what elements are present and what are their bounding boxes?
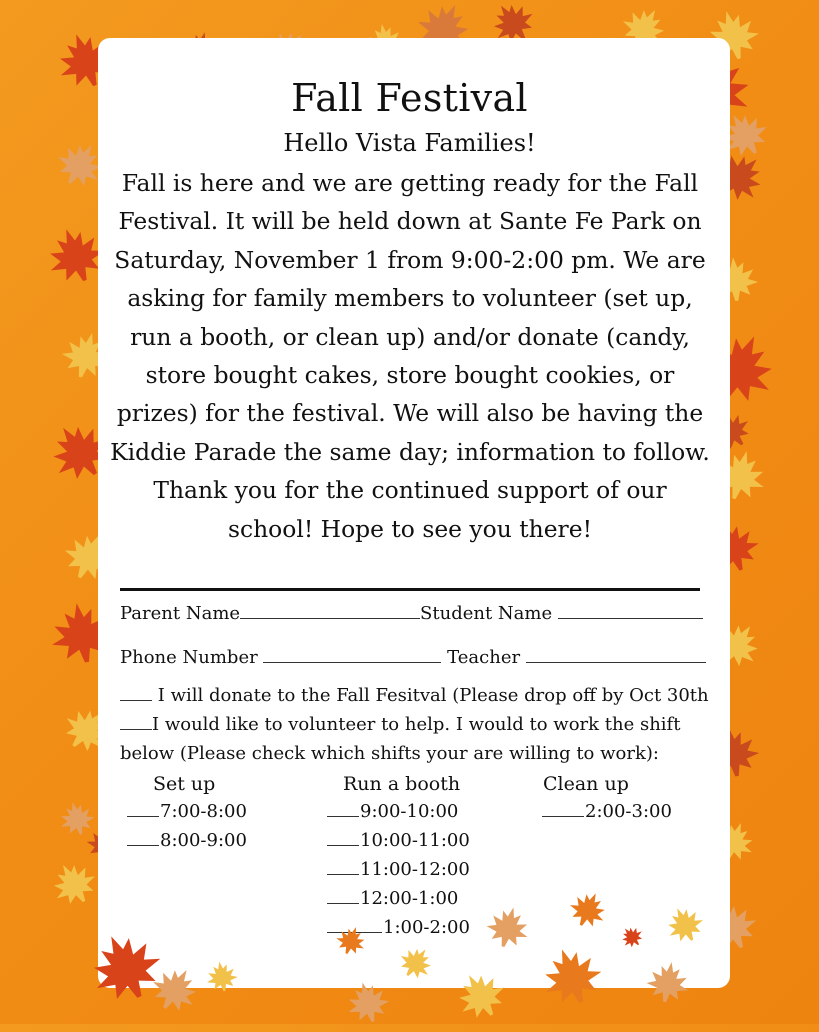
shift-checkbox-line[interactable] (327, 829, 359, 846)
shift-checkbox-line[interactable] (327, 887, 359, 904)
shift-option[interactable] (327, 887, 458, 911)
shift-option[interactable] (327, 858, 470, 882)
parent-name-field[interactable] (240, 602, 420, 619)
phone-number-label: Phone Number (120, 647, 258, 668)
volunteer-instructions: below (Please check which shifts your are willing to work): (120, 743, 659, 764)
setup-heading: Set up (153, 773, 216, 795)
booth-heading: Run a booth (343, 773, 461, 795)
shift-time: 1:00-2:00 (383, 917, 470, 938)
divider (120, 588, 700, 591)
donate-row (120, 684, 709, 708)
volunteer-text: I would like to volunteer to help. I would to work the shift (152, 714, 681, 735)
flyer-body: Fall is here and we are getting ready for the Fall Festival. It will be held down at Sante Fe Park on Saturday, November 1 from 9:00-2:00 pm. We are asking for family members to volunteer (set up, run a booth, or clean up) and/or donate (candy, store bought cakes, store bought cookies, or prizes) for the festival. We will also be having the Kiddie Parade the same day; information to follow. Thank you for the continued support of our school! Hope to see you there! (110, 169, 710, 543)
shift-option[interactable] (127, 800, 247, 824)
shift-time: 11:00-12:00 (360, 859, 470, 880)
volunteer-row (120, 713, 680, 737)
donate-text: I will donate to the Fall Fesitval (Please drop off by Oct 30th (157, 685, 709, 706)
shift-time: 10:00-11:00 (360, 830, 470, 851)
shift-time: 12:00-1:00 (360, 888, 459, 909)
parent-name-label: Parent Name (120, 603, 241, 624)
shift-checkbox-line[interactable] (127, 829, 159, 846)
shift-checkbox-line[interactable] (542, 800, 584, 817)
teacher-label: Teacher (447, 647, 521, 668)
shift-checkbox-line[interactable] (327, 800, 359, 817)
donate-checkbox-line[interactable] (120, 684, 152, 701)
name-row (120, 602, 703, 626)
shift-time: 9:00-10:00 (360, 801, 459, 822)
shift-time: 8:00-9:00 (160, 830, 247, 851)
maple-leaf-icon (641, 956, 694, 1009)
phone-row (120, 646, 706, 670)
shift-option[interactable] (127, 829, 247, 853)
shift-checkbox-line[interactable] (327, 858, 359, 875)
cleanup-heading: Clean up (543, 773, 629, 795)
maple-leaf-icon (202, 957, 241, 996)
flyer-greeting: Hello Vista Families! (283, 129, 536, 157)
shift-time: 7:00-8:00 (160, 801, 247, 822)
shift-time: 2:00-3:00 (585, 801, 672, 822)
teacher-field[interactable] (526, 646, 706, 663)
shift-option[interactable] (327, 800, 458, 824)
phone-number-field[interactable] (263, 646, 441, 663)
shift-option[interactable] (542, 800, 672, 824)
flyer-title: Fall Festival (291, 76, 528, 120)
shift-option[interactable] (327, 829, 470, 853)
student-name-field[interactable] (558, 602, 703, 619)
student-name-label: Student Name (420, 603, 553, 624)
shift-checkbox-line[interactable] (127, 800, 159, 817)
volunteer-checkbox-line[interactable] (120, 713, 152, 730)
volunteer-row-2 (120, 742, 659, 766)
